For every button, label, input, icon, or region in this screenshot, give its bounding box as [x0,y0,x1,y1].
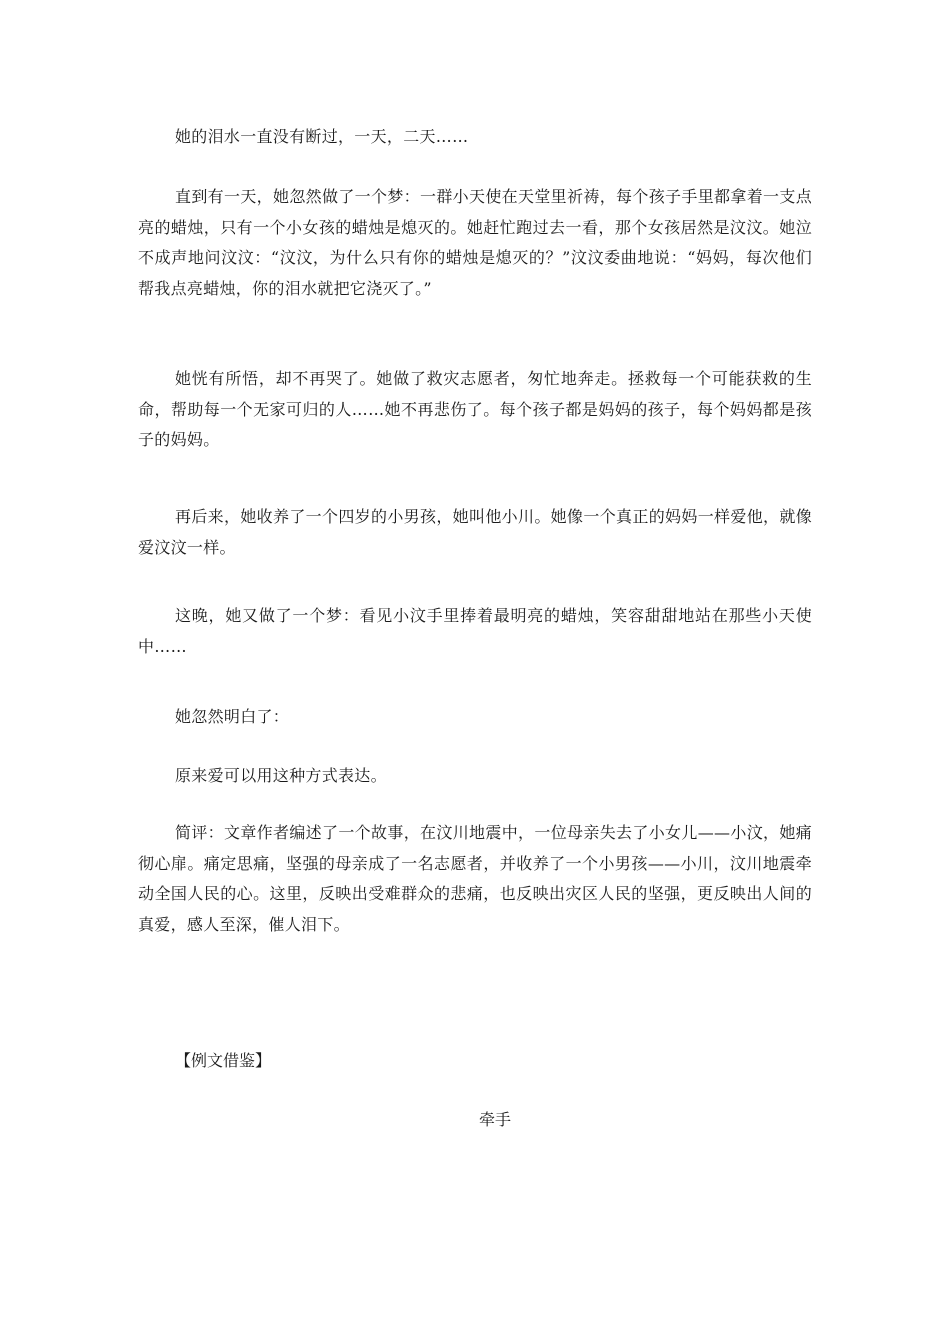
paragraph-2: 直到有一天，她忽然做了一个梦：一群小天使在天堂里祈祷，每个孩子手里都拿着一支点亮的蜡烛，只有一个小女孩的蜡烛是熄灭的。她赶忙跑过去一看，那个女孩居然是汶汶。她泣不成声地问汶汶：“汶汶，为什么只有你的蜡烛是熄灭的？”汶汶委曲地说：“妈妈，每次他们帮我点亮蜡烛，你的泪水就把它浇灭了。” [138,187,812,298]
commentary-paragraph: 简评：文章作者编述了一个故事，在汶川地震中，一位母亲失去了小女儿——小汶，她痛彻心扉。痛定思痛，坚强的母亲成了一名志愿者，并收养了一个小男孩——小川，汶川地震牵动全国人民的心。这里，反映出受难群众的悲痛，也反映出灾区人民的坚强，更反映出人间的真爱，感人至深，催人泪下。 [138,823,812,934]
essay-title: 牵手 [478,1110,511,1129]
paragraph-3: 她恍有所悟，却不再哭了。她做了救灾志愿者，匆忙地奔走。拯救每一个可能获救的生命，帮助每一个无家可归的人……她不再悲伤了。每个孩子都是妈妈的孩子，每个妈妈都是孩子的妈妈。 [138,369,812,449]
paragraph-4: 再后来，她收养了一个四岁的小男孩，她叫他小川。她像一个真正的妈妈一样爱他，就像爱汶汶一样。 [138,507,812,557]
section-heading: 【例文借鉴】 [175,1051,272,1070]
paragraph-1: 她的泪水一直没有断过，一天，二天…… [175,127,469,146]
paragraph-7: 原来爱可以用这种方式表达。 [175,766,387,785]
paragraph-5: 这晚，她又做了一个梦：看见小汶手里捧着最明亮的蜡烛，笑容甜甜地站在那些小天使中…… [138,606,812,656]
paragraph-6: 她忽然明白了： [175,707,290,726]
